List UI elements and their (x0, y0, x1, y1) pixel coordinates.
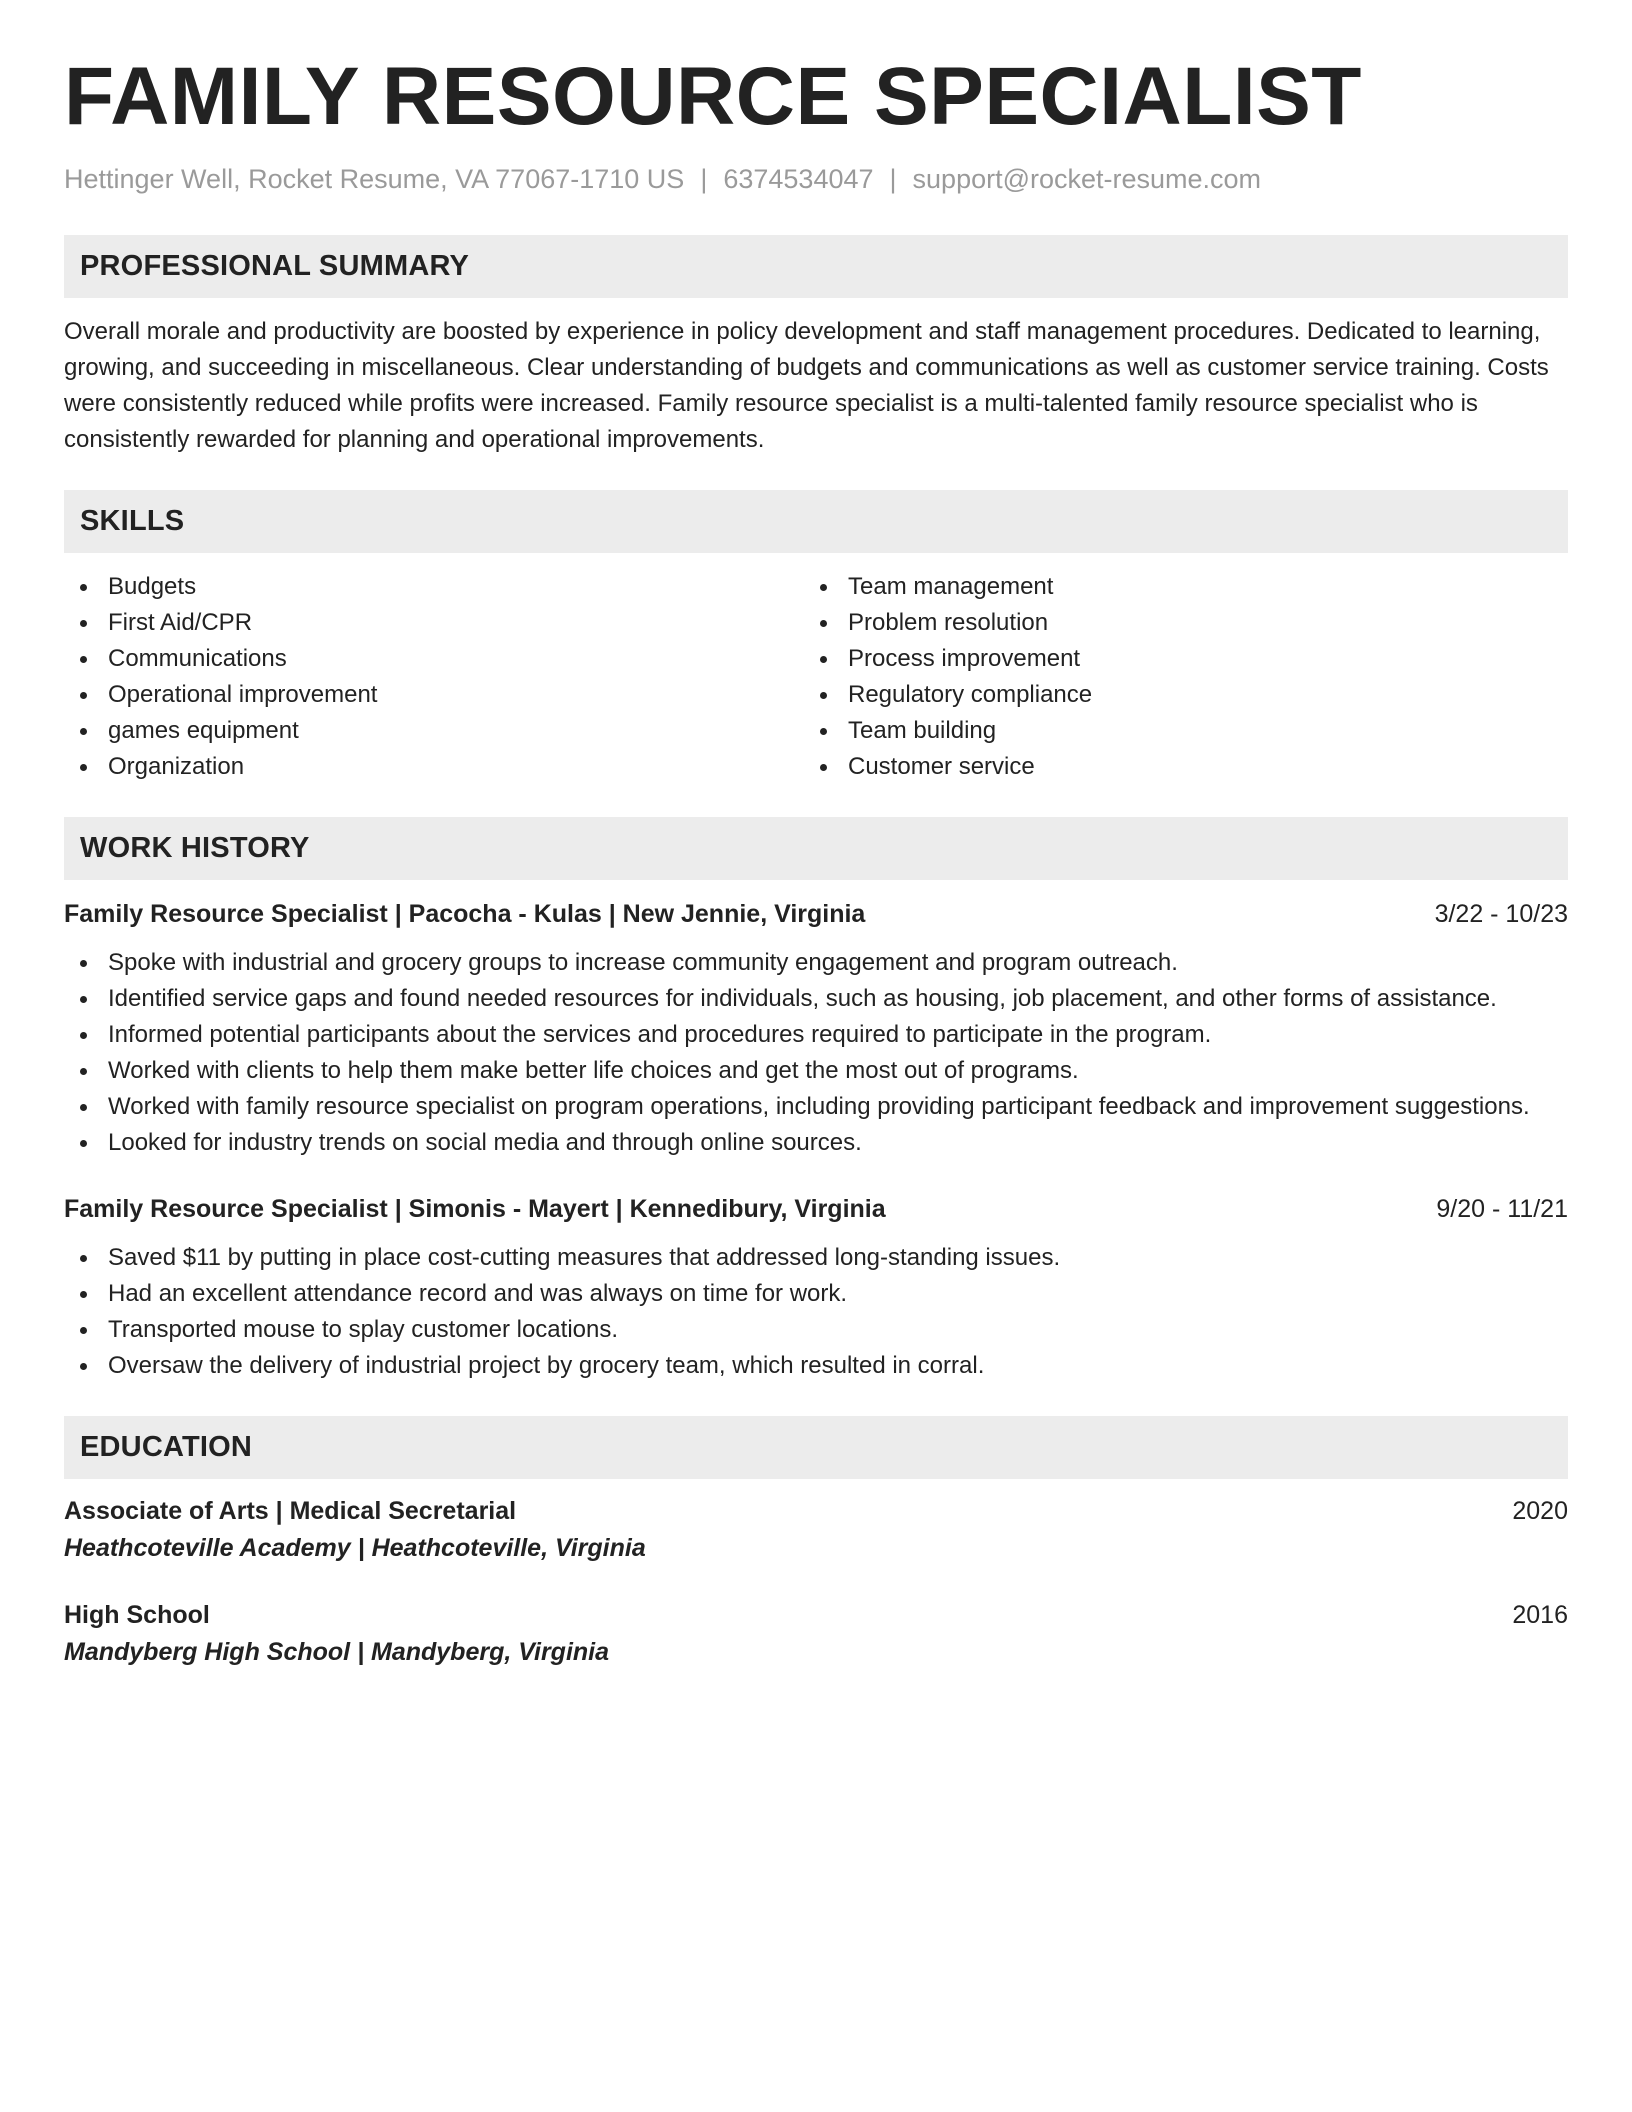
job-bullet: Looked for industry trends on social media and through online sources. (64, 1125, 1568, 1161)
job-bullets (64, 945, 1568, 1161)
job-bullets (64, 1240, 1568, 1384)
education-school: Mandyberg High School | Mandyberg, Virginia (64, 1638, 610, 1667)
skill-item: Team management (804, 569, 1544, 605)
education-school: Heathcoteville Academy | Heathcoteville, Virginia (64, 1534, 646, 1563)
job-bullet: Spoke with industrial and grocery groups to increase community engagement and program outreach. (64, 945, 1568, 981)
skill-item: Team building (804, 713, 1544, 749)
skill-item: Organization (64, 749, 804, 785)
job-header (64, 900, 1568, 929)
contact-address: Hettinger Well, Rocket Resume, VA 77067-1710 US (64, 164, 685, 195)
job-bullet: Identified service gaps and found needed resources for individuals, such as housing, job placement, and other forms of assistance. (64, 981, 1568, 1017)
education-entry (64, 1497, 1568, 1563)
skill-item: Problem resolution (804, 605, 1544, 641)
education-year: 2016 (1512, 1601, 1568, 1630)
job-dates: 3/22 - 10/23 (1434, 900, 1568, 929)
skill-item: Communications (64, 641, 804, 677)
job-title: Family Resource Specialist | Pacocha - Kulas | New Jennie, Virginia (64, 900, 866, 929)
resume-name: FAMILY RESOURCE SPECIALIST (64, 51, 1362, 142)
education-entry (64, 1601, 1568, 1667)
section-header-summary: PROFESSIONAL SUMMARY (64, 235, 1568, 298)
section-header-skills: SKILLS (64, 490, 1568, 553)
contact-separator: | (889, 164, 897, 195)
job-bullet: Informed potential participants about the services and procedures required to participate in the program. (64, 1017, 1568, 1053)
skill-item: Regulatory compliance (804, 677, 1544, 713)
job-bullet: Saved $11 by putting in place cost-cutting measures that addressed long-standing issues. (64, 1240, 1568, 1276)
section-header-education: EDUCATION (64, 1416, 1568, 1479)
job-title: Family Resource Specialist | Simonis - Mayert | Kennedibury, Virginia (64, 1195, 886, 1224)
education-degree: Associate of Arts | Medical Secretarial (64, 1497, 517, 1526)
education-degree: High School (64, 1601, 210, 1630)
skill-item: Process improvement (804, 641, 1544, 677)
job-bullet: Transported mouse to splay customer locations. (64, 1312, 1568, 1348)
skill-item: Operational improvement (64, 677, 804, 713)
job-bullet: Worked with clients to help them make better life choices and get the most out of programs. (64, 1053, 1568, 1089)
job-bullet: Had an excellent attendance record and was always on time for work. (64, 1276, 1568, 1312)
skills-list (64, 569, 1568, 785)
education-year: 2020 (1512, 1497, 1568, 1526)
skill-item: Budgets (64, 569, 804, 605)
job-dates: 9/20 - 11/21 (1436, 1195, 1568, 1224)
contact-email: support@rocket-resume.com (912, 164, 1262, 195)
skills-column-right (804, 569, 1544, 785)
contact-phone: 6374534047 (723, 164, 874, 195)
contact-line (64, 164, 1568, 195)
job-bullet: Worked with family resource specialist on program operations, including providing participant feedback and improvement suggestions. (64, 1089, 1568, 1125)
skill-item: games equipment (64, 713, 804, 749)
skill-item: Customer service (804, 749, 1544, 785)
skill-item: First Aid/CPR (64, 605, 804, 641)
summary-text: Overall morale and productivity are boosted by experience in policy development and staff management procedures. Dedicated to learning, growing, and succeeding in miscellaneous. Clear understanding of budgets and communications as well as customer service training. Costs were consistently reduced while profits were increased. Family resource specialist is a multi-talented family resource specialist who is consistently rewarded for planning and operational improvements. (64, 318, 1549, 454)
education-header (64, 1497, 1568, 1526)
job-bullet: Oversaw the delivery of industrial project by grocery team, which resulted in corral. (64, 1348, 1568, 1384)
skills-column-left (64, 569, 804, 785)
contact-separator: | (700, 164, 708, 195)
education-header (64, 1601, 1568, 1630)
job-entry (64, 900, 1568, 1161)
job-header (64, 1195, 1568, 1224)
section-header-work-history: WORK HISTORY (64, 817, 1568, 880)
job-entry (64, 1195, 1568, 1384)
